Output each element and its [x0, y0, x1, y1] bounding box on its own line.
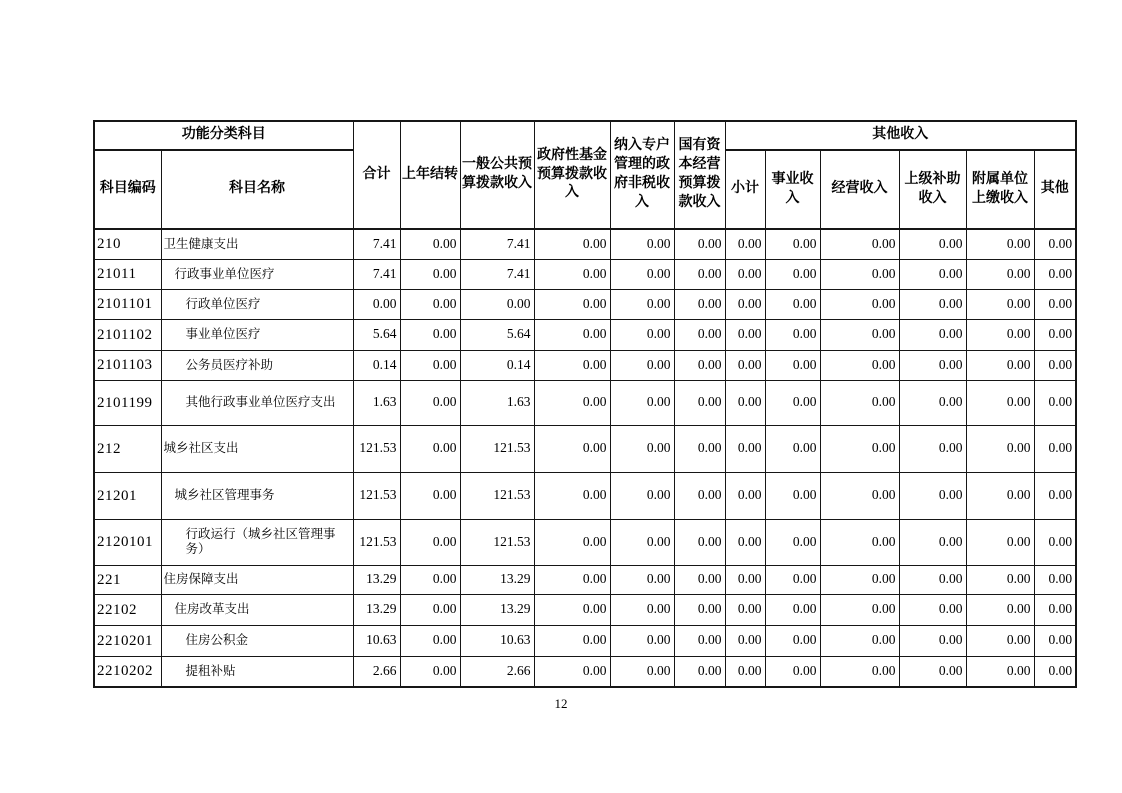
value-cell: 0.00 — [966, 656, 1034, 687]
header-total: 合计 — [353, 121, 400, 229]
value-cell: 0.00 — [725, 319, 765, 350]
value-cell: 7.41 — [460, 259, 534, 289]
value-cell: 0.00 — [966, 229, 1034, 259]
value-cell: 0.00 — [674, 594, 725, 625]
value-cell: 13.29 — [353, 565, 400, 594]
value-cell: 0.00 — [820, 625, 899, 656]
table-row — [94, 319, 1076, 350]
value-cell: 1.63 — [353, 380, 400, 425]
value-cell: 0.00 — [1034, 229, 1076, 259]
value-cell: 0.00 — [534, 565, 610, 594]
header-other-income-group: 其他收入 — [725, 121, 1076, 150]
value-cell: 0.00 — [966, 350, 1034, 380]
table-row — [94, 519, 1076, 565]
value-cell: 0.00 — [725, 350, 765, 380]
value-cell: 0.00 — [534, 289, 610, 319]
value-cell: 0.00 — [610, 472, 674, 519]
value-cell: 0.00 — [820, 289, 899, 319]
value-cell: 0.00 — [610, 319, 674, 350]
value-cell: 0.00 — [899, 319, 966, 350]
value-cell: 0.00 — [674, 319, 725, 350]
value-cell: 0.00 — [966, 425, 1034, 472]
value-cell: 0.00 — [899, 425, 966, 472]
header-group-row — [94, 121, 1076, 150]
value-cell: 0.00 — [674, 425, 725, 472]
table-row — [94, 594, 1076, 625]
table-row — [94, 229, 1076, 259]
subject-code-cell: 2120101 — [94, 519, 161, 565]
value-cell: 0.00 — [725, 625, 765, 656]
value-cell: 0.00 — [534, 350, 610, 380]
value-cell: 0.00 — [534, 229, 610, 259]
value-cell: 0.00 — [534, 259, 610, 289]
value-cell: 0.00 — [899, 350, 966, 380]
value-cell: 0.00 — [725, 656, 765, 687]
subject-name-cell: 事业单位医疗 — [161, 319, 353, 350]
value-cell: 0.00 — [820, 350, 899, 380]
value-cell: 0.00 — [966, 259, 1034, 289]
header-state-capital-income: 国有资本经营预算拨款收入 — [674, 121, 725, 229]
value-cell: 0.00 — [400, 656, 460, 687]
value-cell: 0.00 — [899, 229, 966, 259]
header-subject-code: 科目编码 — [94, 150, 161, 229]
value-cell: 13.29 — [460, 594, 534, 625]
value-cell: 0.00 — [966, 319, 1034, 350]
value-cell: 0.00 — [966, 565, 1034, 594]
value-cell: 0.00 — [674, 519, 725, 565]
value-cell: 0.00 — [674, 259, 725, 289]
value-cell: 0.00 — [400, 259, 460, 289]
value-cell: 121.53 — [460, 425, 534, 472]
value-cell: 0.00 — [820, 472, 899, 519]
value-cell: 0.00 — [820, 229, 899, 259]
subject-name-cell: 住房公积金 — [161, 625, 353, 656]
value-cell: 13.29 — [353, 594, 400, 625]
value-cell: 0.00 — [674, 229, 725, 259]
value-cell: 0.00 — [610, 259, 674, 289]
value-cell: 0.00 — [610, 656, 674, 687]
header-carryover: 上年结转 — [400, 121, 460, 229]
value-cell: 0.00 — [534, 594, 610, 625]
value-cell: 0.00 — [400, 380, 460, 425]
value-cell: 0.00 — [400, 625, 460, 656]
subject-code-cell: 210 — [94, 229, 161, 259]
value-cell: 0.00 — [534, 425, 610, 472]
value-cell: 0.00 — [610, 594, 674, 625]
value-cell: 0.00 — [765, 656, 820, 687]
subject-name-cell: 其他行政事业单位医疗支出 — [161, 380, 353, 425]
subject-code-cell: 2210202 — [94, 656, 161, 687]
subject-code-cell: 22102 — [94, 594, 161, 625]
header-function-classification-group: 功能分类科目 — [94, 121, 353, 150]
value-cell: 0.00 — [966, 519, 1034, 565]
value-cell: 0.00 — [820, 594, 899, 625]
value-cell: 0.00 — [899, 565, 966, 594]
value-cell: 0.00 — [1034, 594, 1076, 625]
subject-name-cell: 住房改革支出 — [161, 594, 353, 625]
value-cell: 0.00 — [400, 229, 460, 259]
value-cell: 0.00 — [725, 519, 765, 565]
value-cell: 0.00 — [966, 625, 1034, 656]
value-cell: 0.00 — [400, 594, 460, 625]
subject-code-cell: 21011 — [94, 259, 161, 289]
value-cell: 0.00 — [534, 519, 610, 565]
value-cell: 0.00 — [1034, 656, 1076, 687]
value-cell: 0.00 — [765, 350, 820, 380]
table-row — [94, 472, 1076, 519]
value-cell: 121.53 — [460, 519, 534, 565]
header-general-budget-income: 一般公共预算拨款收入 — [460, 121, 534, 229]
subject-code-cell: 2101103 — [94, 350, 161, 380]
value-cell: 0.00 — [1034, 519, 1076, 565]
subject-code-cell: 2101199 — [94, 380, 161, 425]
value-cell: 0.00 — [610, 565, 674, 594]
table-row — [94, 289, 1076, 319]
value-cell: 0.00 — [899, 472, 966, 519]
value-cell: 121.53 — [460, 472, 534, 519]
value-cell: 0.00 — [674, 656, 725, 687]
value-cell: 0.00 — [1034, 625, 1076, 656]
table-row — [94, 565, 1076, 594]
value-cell: 0.00 — [820, 519, 899, 565]
header-special-nontax-income: 纳入专户管理的政府非税收入 — [610, 121, 674, 229]
value-cell: 0.00 — [765, 472, 820, 519]
value-cell: 0.00 — [820, 425, 899, 472]
subject-name-cell: 行政事业单位医疗 — [161, 259, 353, 289]
value-cell: 0.00 — [820, 380, 899, 425]
value-cell: 0.00 — [610, 519, 674, 565]
value-cell: 0.00 — [899, 625, 966, 656]
value-cell: 0.00 — [1034, 380, 1076, 425]
value-cell: 0.00 — [765, 519, 820, 565]
value-cell: 0.00 — [820, 319, 899, 350]
header-subtotal: 小计 — [725, 150, 765, 229]
value-cell: 0.14 — [460, 350, 534, 380]
subject-code-cell: 221 — [94, 565, 161, 594]
value-cell: 1.63 — [460, 380, 534, 425]
value-cell: 0.00 — [534, 472, 610, 519]
value-cell: 0.00 — [899, 259, 966, 289]
value-cell: 0.00 — [765, 625, 820, 656]
value-cell: 0.00 — [966, 594, 1034, 625]
value-cell: 0.00 — [725, 425, 765, 472]
value-cell: 0.00 — [820, 656, 899, 687]
value-cell: 5.64 — [460, 319, 534, 350]
header-other: 其他 — [1034, 150, 1076, 229]
table-row — [94, 350, 1076, 380]
subject-name-cell: 城乡社区管理事务 — [161, 472, 353, 519]
value-cell: 0.00 — [899, 380, 966, 425]
value-cell: 0.00 — [400, 350, 460, 380]
value-cell: 2.66 — [353, 656, 400, 687]
page-number: 12 — [554, 696, 568, 711]
header-superior-subsidy-income: 上级补助收入 — [899, 150, 966, 229]
header-operating-income: 经营收入 — [820, 150, 899, 229]
subject-name-cell: 卫生健康支出 — [161, 229, 353, 259]
value-cell: 121.53 — [353, 472, 400, 519]
value-cell: 0.00 — [674, 565, 725, 594]
value-cell: 0.00 — [610, 229, 674, 259]
subject-code-cell: 2101102 — [94, 319, 161, 350]
value-cell: 0.00 — [400, 319, 460, 350]
value-cell: 0.00 — [610, 425, 674, 472]
value-cell: 0.00 — [610, 625, 674, 656]
value-cell: 0.00 — [534, 656, 610, 687]
value-cell: 7.41 — [353, 229, 400, 259]
subject-name-cell: 住房保障支出 — [161, 565, 353, 594]
value-cell: 2.66 — [460, 656, 534, 687]
value-cell: 0.00 — [400, 519, 460, 565]
value-cell: 0.00 — [725, 259, 765, 289]
value-cell: 0.00 — [725, 380, 765, 425]
subject-name-cell: 行政运行（城乡社区管理事务） — [161, 519, 353, 565]
value-cell: 0.00 — [765, 289, 820, 319]
value-cell: 0.00 — [400, 565, 460, 594]
value-cell: 0.00 — [1034, 259, 1076, 289]
table-row — [94, 625, 1076, 656]
value-cell: 0.14 — [353, 350, 400, 380]
value-cell: 0.00 — [899, 289, 966, 319]
table-row — [94, 380, 1076, 425]
value-cell: 0.00 — [765, 319, 820, 350]
subject-code-cell: 2210201 — [94, 625, 161, 656]
table-row — [94, 656, 1076, 687]
value-cell: 0.00 — [725, 565, 765, 594]
subject-code-cell: 2101101 — [94, 289, 161, 319]
value-cell: 13.29 — [460, 565, 534, 594]
value-cell: 0.00 — [610, 289, 674, 319]
value-cell: 0.00 — [674, 472, 725, 519]
table-row — [94, 259, 1076, 289]
header-gov-fund-income: 政府性基金预算拨款收入 — [534, 121, 610, 229]
value-cell: 0.00 — [674, 380, 725, 425]
value-cell: 0.00 — [820, 259, 899, 289]
value-cell: 0.00 — [1034, 425, 1076, 472]
value-cell: 0.00 — [1034, 350, 1076, 380]
value-cell: 0.00 — [725, 594, 765, 625]
value-cell: 0.00 — [1034, 319, 1076, 350]
value-cell: 0.00 — [674, 289, 725, 319]
table-header — [94, 121, 1076, 229]
value-cell: 0.00 — [400, 472, 460, 519]
value-cell: 0.00 — [534, 380, 610, 425]
subject-code-cell: 212 — [94, 425, 161, 472]
subject-code-cell: 21201 — [94, 472, 161, 519]
value-cell: 5.64 — [353, 319, 400, 350]
value-cell: 0.00 — [725, 229, 765, 259]
value-cell: 0.00 — [765, 229, 820, 259]
value-cell: 0.00 — [966, 380, 1034, 425]
value-cell: 0.00 — [534, 319, 610, 350]
value-cell: 0.00 — [353, 289, 400, 319]
value-cell: 0.00 — [610, 350, 674, 380]
value-cell: 0.00 — [1034, 472, 1076, 519]
value-cell: 7.41 — [460, 229, 534, 259]
value-cell: 0.00 — [674, 625, 725, 656]
value-cell: 0.00 — [674, 350, 725, 380]
value-cell: 0.00 — [1034, 289, 1076, 319]
value-cell: 0.00 — [460, 289, 534, 319]
value-cell: 10.63 — [353, 625, 400, 656]
budget-income-table — [93, 120, 1077, 688]
header-business-income: 事业收入 — [765, 150, 820, 229]
subject-name-cell: 城乡社区支出 — [161, 425, 353, 472]
subject-name-cell: 公务员医疗补助 — [161, 350, 353, 380]
table-body — [94, 229, 1076, 687]
value-cell: 121.53 — [353, 425, 400, 472]
value-cell: 7.41 — [353, 259, 400, 289]
value-cell: 0.00 — [765, 594, 820, 625]
header-affiliated-remit-income: 附属单位上缴收入 — [966, 150, 1034, 229]
value-cell: 0.00 — [400, 289, 460, 319]
value-cell: 121.53 — [353, 519, 400, 565]
value-cell: 0.00 — [899, 594, 966, 625]
value-cell: 0.00 — [610, 380, 674, 425]
value-cell: 0.00 — [820, 565, 899, 594]
value-cell: 0.00 — [765, 380, 820, 425]
value-cell: 10.63 — [460, 625, 534, 656]
value-cell: 0.00 — [966, 289, 1034, 319]
value-cell: 0.00 — [725, 289, 765, 319]
value-cell: 0.00 — [400, 425, 460, 472]
subject-name-cell: 行政单位医疗 — [161, 289, 353, 319]
subject-name-cell: 提租补贴 — [161, 656, 353, 687]
value-cell: 0.00 — [725, 472, 765, 519]
value-cell: 0.00 — [899, 656, 966, 687]
value-cell: 0.00 — [534, 625, 610, 656]
table-row — [94, 425, 1076, 472]
value-cell: 0.00 — [765, 425, 820, 472]
header-subject-name: 科目名称 — [161, 150, 353, 229]
value-cell: 0.00 — [899, 519, 966, 565]
value-cell: 0.00 — [765, 565, 820, 594]
value-cell: 0.00 — [1034, 565, 1076, 594]
value-cell: 0.00 — [966, 472, 1034, 519]
value-cell: 0.00 — [765, 259, 820, 289]
